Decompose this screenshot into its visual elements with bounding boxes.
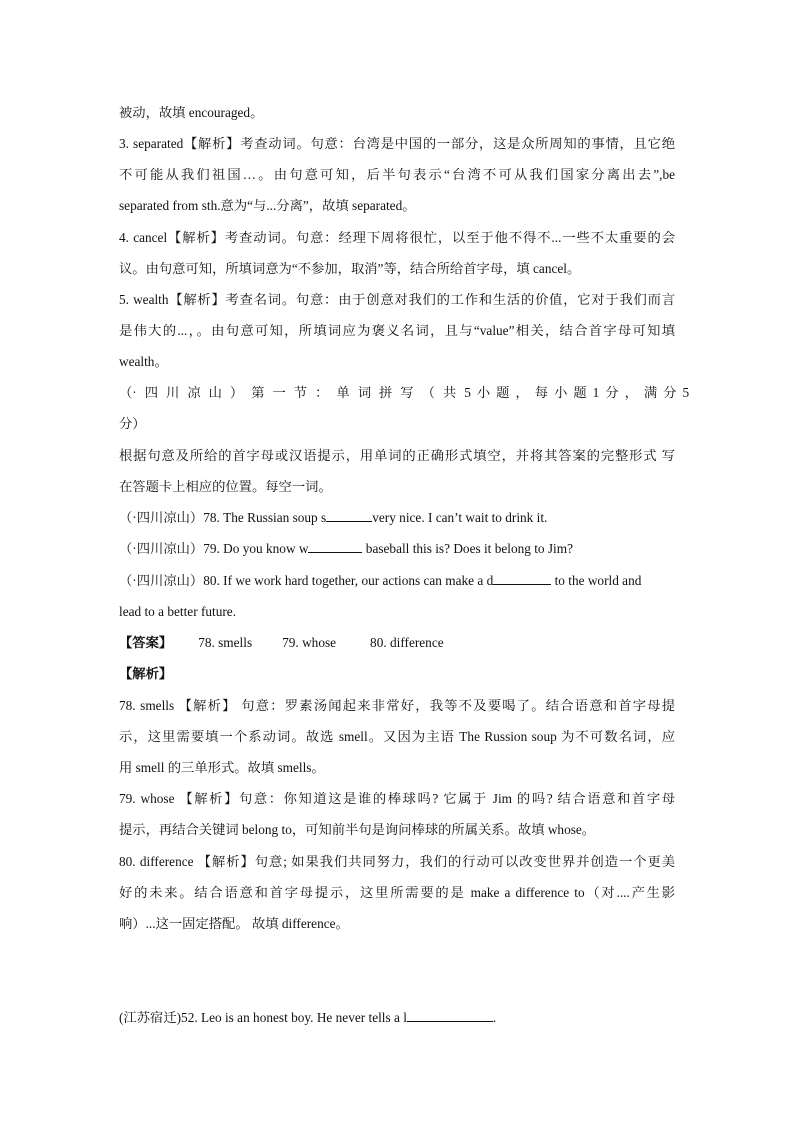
text-line: 不可能从我们祖国…。由句意可知，后半句表示“台湾不可从我们国家分离出去”,be bbox=[119, 167, 675, 182]
analysis-line: 80. difference 【解析】句意; 如果我们共同努力，我们的行动可以改变世界并创造一个更美 bbox=[119, 854, 675, 869]
text-line: 议。由句意可知，所填词意为“不参加，取消”等，结合所给首字母，填 cancel。 bbox=[119, 261, 581, 276]
analysis-line: 78. smells 【解析】 句意：罗素汤闻起来非常好，我等不及要喝了。结合语意和首字母提 bbox=[119, 698, 675, 713]
text-line: wealth。 bbox=[119, 354, 168, 369]
question-52 bbox=[119, 1008, 675, 1028]
analysis-line: 响）...这一固定搭配。 故填 difference。 bbox=[119, 916, 349, 931]
question-80 bbox=[119, 571, 675, 591]
analysis-line: 79. whose 【解析】句意：你知道这是谁的棒球吗? 它属于 Jim 的吗? 结合语意和首字母 bbox=[119, 791, 675, 806]
question-text: (江苏宿迁)52. Leo is an honest boy. He never tells a l bbox=[119, 1010, 407, 1025]
text-line: lead to a better future. bbox=[119, 604, 237, 619]
heading-part: ·四川凉山）第一节：单词拼写（共 bbox=[132, 385, 465, 400]
answer-blank bbox=[326, 509, 372, 522]
answer-item: 79. whose bbox=[282, 635, 337, 650]
question-text: baseball this is? Does it belong to Jim? bbox=[362, 541, 573, 556]
analysis-line: 用 smell 的三单形式。故填 smells。 bbox=[119, 760, 325, 775]
heading-part: 1分， bbox=[592, 385, 644, 400]
analysis-line: 示，这里需要填一个系动词。故选 smell。又因为主语 The Russion soup 为不可数名词，应 bbox=[119, 729, 675, 744]
text-line: 被动，故填 encouraged。 bbox=[119, 105, 264, 120]
question-text: （·四川凉山）78. The Russian soup s bbox=[119, 510, 327, 525]
text-line: 3. separated【解析】考查动词。句意：台湾是中国的一部分，这是众所周知的事情，且它绝 bbox=[119, 136, 675, 151]
text-line: 分） bbox=[119, 416, 146, 431]
instruction-line: 在答题卡上相应的位置。每空一词。 bbox=[119, 479, 332, 494]
text-line: separated from sth.意为“与...分离”，故填 separated。 bbox=[119, 198, 416, 213]
section-heading bbox=[119, 383, 690, 403]
text-line: 5. wealth【解析】考查名词。句意：由于创意对我们的工作和生活的价值，它对于我们而言 bbox=[119, 292, 675, 307]
question-79 bbox=[119, 539, 675, 559]
question-text: （·四川凉山）79. Do you know w bbox=[119, 541, 309, 556]
answer-item: 78. smells bbox=[198, 635, 253, 650]
question-text: （·四川凉山）80. If we work hard together, our actions can make a d bbox=[119, 573, 494, 588]
analysis-label: 【解析】 bbox=[119, 666, 173, 681]
question-78 bbox=[119, 508, 675, 528]
answer-blank bbox=[407, 1009, 493, 1022]
question-text: very nice. I can’t wait to drink it. bbox=[372, 510, 548, 525]
answer-label: 【答案】 bbox=[119, 635, 173, 650]
question-text: to the world and bbox=[551, 573, 642, 588]
instruction-line: 根据句意及所给的首字母或汉语提示，用单词的正确形式填空，并将其答案的完整形式 写 bbox=[119, 448, 675, 463]
heading-part: （ bbox=[119, 385, 133, 400]
analysis-line: 提示，再结合关键词 belong to，可知前半句是询问棒球的所属关系。故填 whose。 bbox=[119, 822, 596, 837]
answer-blank bbox=[493, 572, 551, 585]
heading-part: 5 bbox=[682, 385, 690, 400]
answer-blank bbox=[308, 540, 362, 553]
question-text: . bbox=[492, 1010, 497, 1025]
answer-line bbox=[119, 633, 675, 653]
answer-item: 80. difference bbox=[370, 635, 444, 650]
heading-part: 5小题， bbox=[464, 385, 535, 400]
text-line: 是伟大的...，。由句意可知，所填词应为褒义名词，且与“value”相关，结合首字母可知填 bbox=[119, 323, 675, 338]
text-line: 4. cancel【解析】考查动词。句意：经理下周将很忙，以至于他不得不...一些不太重要的会 bbox=[119, 230, 675, 245]
heading-part: 满分 bbox=[643, 385, 683, 400]
heading-part: 每小题 bbox=[534, 385, 593, 400]
analysis-line: 好的未来。结合语意和首字母提示，这里所需要的是 make a difference to（对....产生影 bbox=[119, 885, 675, 900]
